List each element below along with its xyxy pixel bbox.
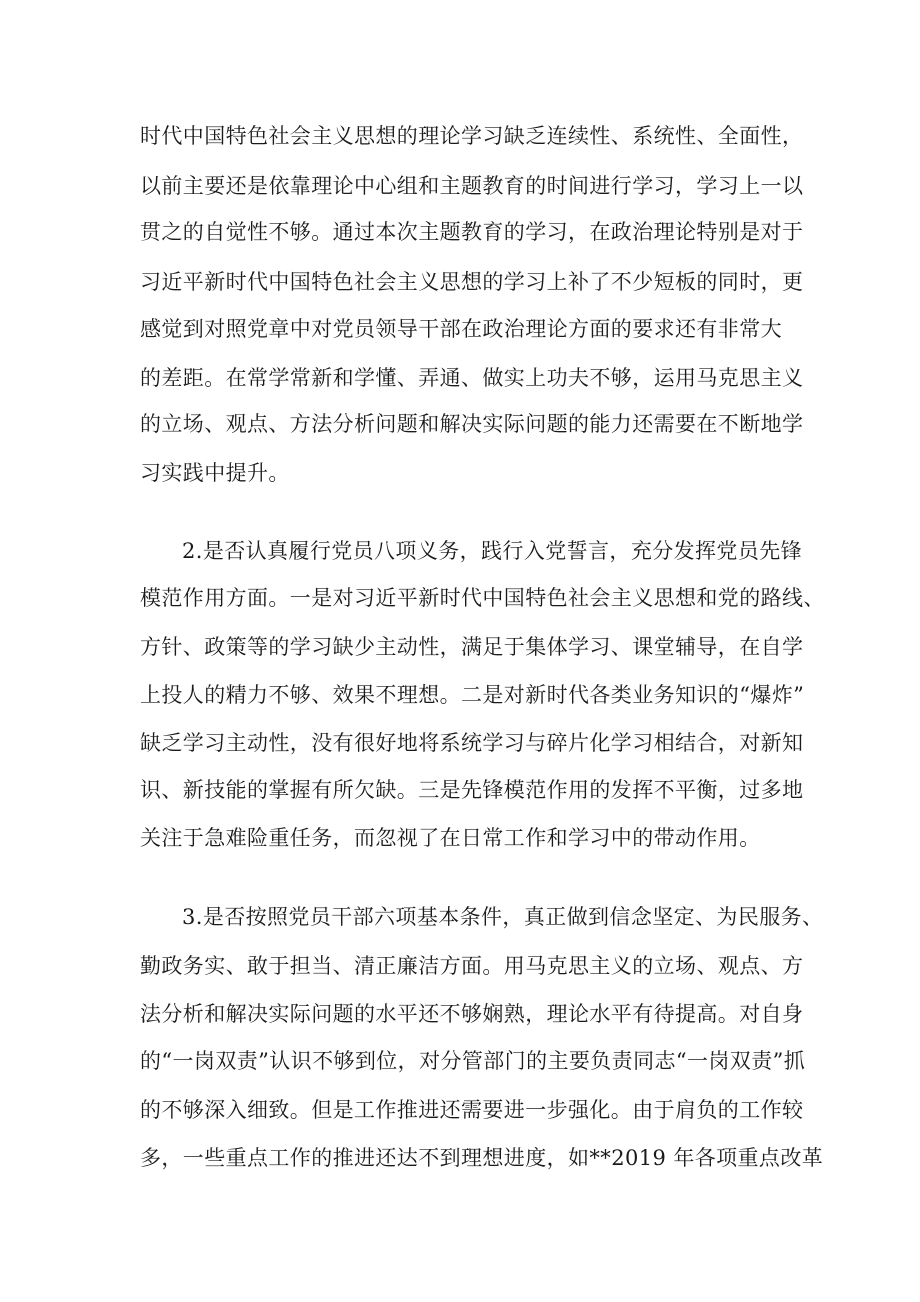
text-line: 以前主要还是依靠理论中心组和主题教育的时间进行学习，学习上一以: [140, 174, 804, 198]
text-line: 关注于急难险重任务，而忽视了在日常工作和学习中的带动作用。: [140, 826, 761, 850]
text-line: 的差距。在常学常新和学懂、弄通、做实上功夫不够，运用马克思主义: [140, 366, 804, 390]
text-line: 贯之的自觉性不够。通过本次主题教育的学习，在政治理论特别是对于: [140, 220, 804, 244]
text-line: 模范作用方面。一是对习近平新时代中国特色社会主义思想和党的路线、: [140, 586, 825, 610]
text-line: 习近平新时代中国特色社会主义思想的学习上补了不少短板的同时，更: [140, 270, 804, 294]
paragraph-heading-line: 3.是否按照党员干部六项基本条件，真正做到信念坚定、为民服务、: [182, 905, 824, 929]
text-line: 的立场、观点、方法分析问题和解决实际问题的能力还需要在不断地学: [140, 412, 804, 436]
text-line: 时代中国特色社会主义思想的理论学习缺乏连续性、系统性、全面性，: [140, 124, 804, 148]
text-line: 上投人的精力不够、效果不理想。二是对新时代各类业务知识的“爆炸”: [140, 683, 805, 707]
text-line: 勤政务实、敢于担当、清正廉洁方面。用马克思主义的立场、观点、方: [140, 954, 804, 978]
text-line: 识、新技能的掌握有所欠缺。三是先锋模范作用的发挥不平衡，过多地: [140, 778, 804, 802]
paragraph-heading-line: 2.是否认真履行党员八项义务，践行入党誓言，充分发挥党员先锋: [182, 539, 803, 563]
text-line: 感觉到对照党章中对党员领导干部在政治理论方面的要求还有非常大: [140, 317, 782, 341]
text-line: 方针、政策等的学习缺少主动性，满足于集体学习、课堂辅导，在自学: [140, 635, 804, 659]
text-line: 多，一些重点工作的推进还达不到理想进度，如**2019 年各项重点改革: [140, 1146, 824, 1170]
text-line: 法分析和解决实际问题的水平还不够娴熟，理论水平有待提高。对自身: [140, 1002, 804, 1026]
text-line: 的“一岗双责”认识不够到位，对分管部门的主要负责同志“一岗双责”抓: [140, 1049, 806, 1073]
text-line: 的不够深入细致。但是工作推进还需要进一步强化。由于肩负的工作较: [140, 1098, 804, 1122]
text-line: 习实践中提升。: [140, 461, 290, 485]
text-line: 缺乏学习主动性，没有很好地将系统学习与碎片化学习相结合，对新知: [140, 731, 804, 755]
